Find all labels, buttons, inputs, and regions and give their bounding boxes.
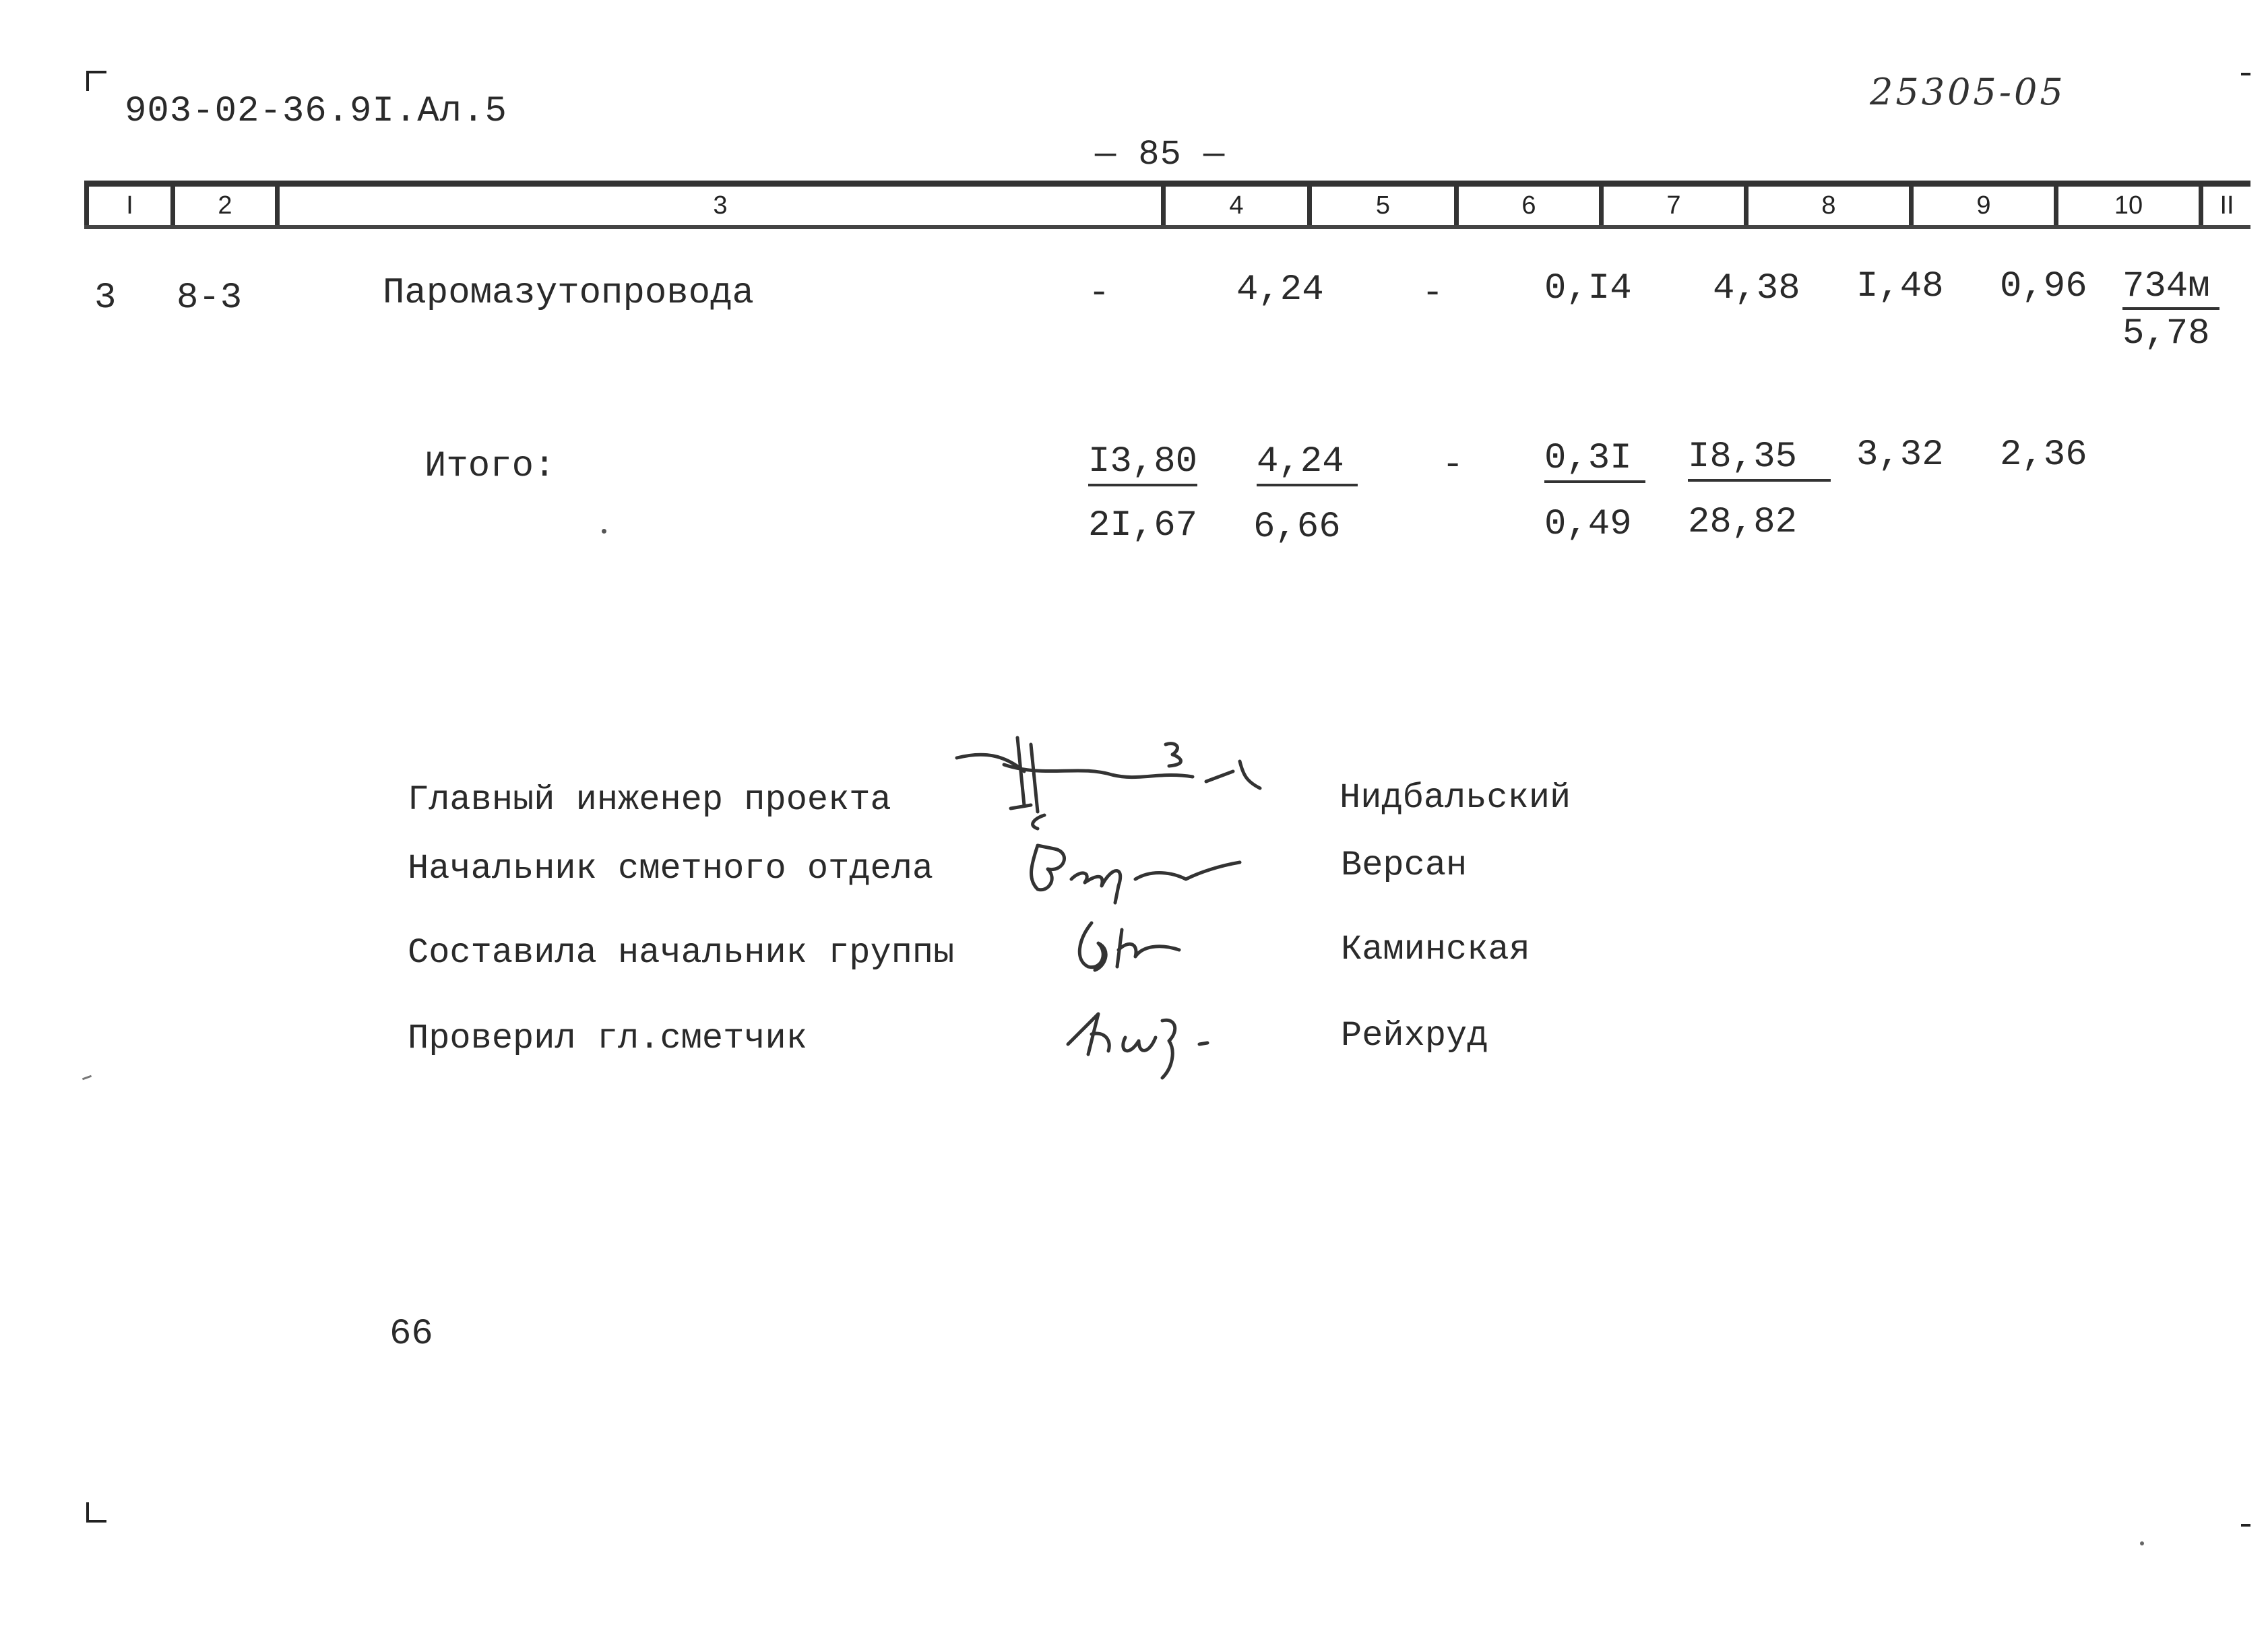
handwritten-signature-4 (1051, 994, 1233, 1088)
stray-dot (602, 529, 606, 534)
total-col-7-bottom: 0,49 (1544, 504, 1632, 545)
row-col-9: I,48 (1856, 266, 1944, 307)
header-col-8: 8 (1744, 187, 1909, 225)
header-col-7: 7 (1599, 187, 1744, 225)
row-number: 3 (94, 278, 117, 319)
archive-number: 25305-05 (1870, 71, 2066, 113)
row-col-11-top (2122, 266, 2219, 310)
header-col-2: 2 (170, 187, 275, 225)
signature-role-3: Составила начальник группы (408, 933, 955, 973)
stray-dot-bottom-right (2140, 1541, 2144, 1545)
total-col-9: 3,32 (1856, 435, 1944, 476)
total-label: Итого: (424, 446, 556, 487)
total-col-8-bottom: 28,82 (1688, 502, 1798, 543)
header-col-1: I (84, 187, 170, 225)
corner-mark-top-right (2241, 73, 2250, 75)
handwritten-signature-2 (1017, 832, 1253, 906)
footer-mark: 66 (389, 1314, 433, 1355)
total-col-4-top: I3,80 (1088, 441, 1197, 486)
signature-role-2: Начальник сметного отдела (408, 849, 934, 889)
row-code: 8-3 (177, 278, 243, 319)
row-col-10: 0,96 (2000, 266, 2087, 307)
document-code: 903-02-36.9I.Ал.5 (125, 91, 507, 132)
signature-role-1: Главный инженер проекта (408, 780, 891, 820)
signature-name-3: Каминская (1341, 930, 1530, 969)
total-col-5-top: 4,24 (1257, 441, 1358, 486)
total-col-10: 2,36 (2000, 435, 2087, 476)
row-col-11-top-text: 734м (2122, 266, 2210, 307)
table-header (84, 181, 2250, 229)
signature-role-4: Проверил гл.сметчик (408, 1019, 807, 1058)
header-col-4: 4 (1161, 187, 1307, 225)
corner-mark-bottom-left (86, 1502, 106, 1523)
stray-mark-left (82, 1075, 92, 1081)
signature-name-4: Рейхруд (1341, 1016, 1488, 1056)
row-col-8: 4,38 (1713, 268, 1800, 309)
row-name: Паромазутопровода (383, 273, 754, 314)
corner-mark-bottom-right (2241, 1524, 2250, 1527)
row-col-7: 0,I4 (1544, 268, 1632, 309)
signature-name-1: Нидбальский (1340, 778, 1571, 818)
handwritten-signature-1 (943, 724, 1294, 832)
row-col-5: 4,24 (1236, 269, 1324, 311)
total-col-8-top: I8,35 (1688, 437, 1831, 482)
row-col-11-bottom: 5,78 (2122, 313, 2210, 354)
header-col-11: II (2199, 187, 2250, 225)
handwritten-signature-3 (1065, 909, 1199, 984)
row-col-6: - (1422, 273, 1444, 314)
total-col-5-bottom: 6,66 (1253, 507, 1341, 548)
total-col-7-top: 0,3I (1544, 438, 1645, 483)
header-col-3: 3 (275, 187, 1161, 225)
header-col-9: 9 (1909, 187, 2054, 225)
header-col-5: 5 (1307, 187, 1454, 225)
corner-mark-top-left (86, 71, 106, 91)
header-col-10: 10 (2054, 187, 2199, 225)
signature-name-2: Версан (1341, 845, 1468, 885)
header-col-6: 6 (1454, 187, 1599, 225)
total-col-6: - (1442, 445, 1464, 486)
row-col-4: - (1088, 273, 1110, 314)
total-col-4-bottom: 2I,67 (1088, 505, 1198, 546)
page-number: — 85 — (1095, 135, 1226, 174)
